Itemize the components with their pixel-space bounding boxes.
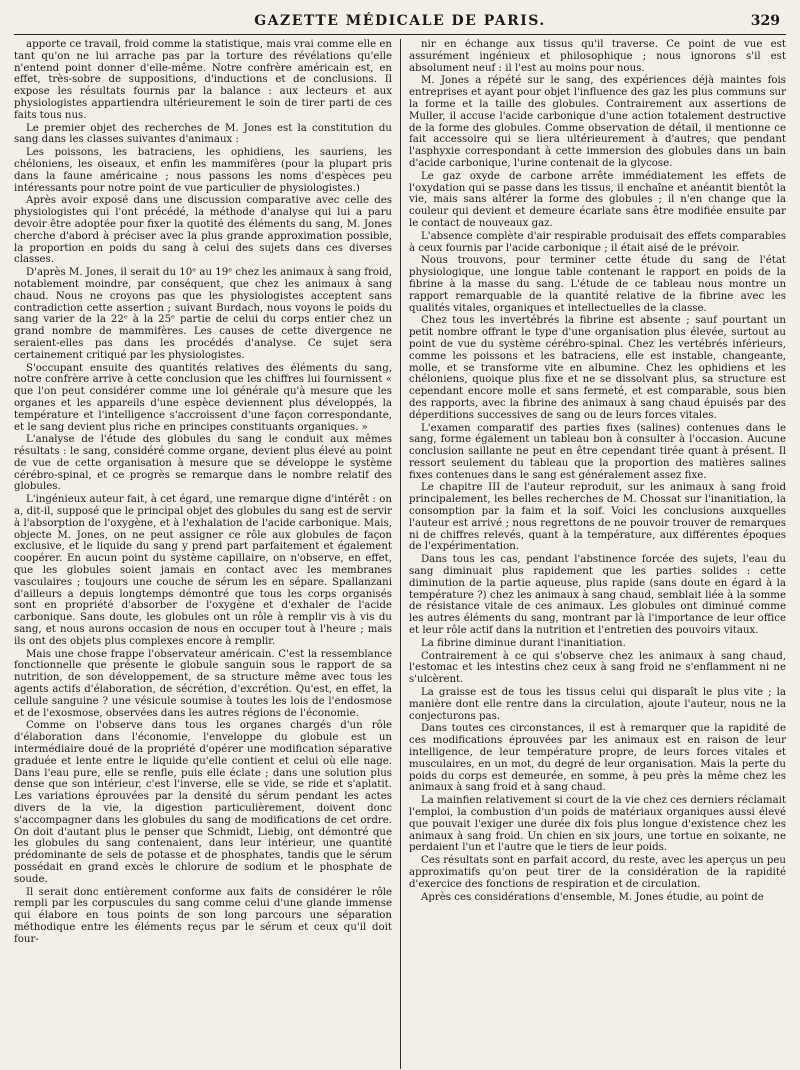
text-columns bbox=[14, 39, 786, 1069]
paragraph: Il serait donc entièrement conforme aux faits de considérer le rôle rempli par les corpuscules du sang comme celui d'une glande immense qui élabore en tous points de son long parcours une séparation méthodique entre les éléments reçus par le sérum et ceux qu'il doit four- bbox=[14, 886, 392, 945]
paragraph: La graisse est de tous les tissus celui qui disparaît le plus vite ; la manière dont elle rentre dans la circulation, ajoute l'auteur, nous ne la conjecturons pas. bbox=[409, 687, 786, 722]
paragraph: L'analyse de l'étude des globules du sang le conduit aux mêmes résultats : le sang, considéré comme organe, devient plus élevé au point de vue de cette organisation à mesure que se développe le système cérébro-spinal, et ce progrès se remarque dans le nombre relatif des globules. bbox=[14, 434, 392, 493]
paragraph: Après avoir exposé dans une discussion comparative avec celle des physiologistes qui l'ont précédé, la méthode d'analyse qui lui a paru devoir être adoptée pour fixer la quotité des éléments du sang, M. Jones cherche d'abord à préciser avec la plus grande approximation possible, la proportion en poids du sang à celui des sujets dans ces diverses classes. bbox=[14, 195, 392, 266]
paragraph: apporte ce travail, froid comme la statistique, mais vrai comme elle en tant qu'on ne lui arrache pas par la torture des révélations qu'elle n'entend point donner d'elle-même. Notre confrère américain est, en effet, très-sobre de suppositions, d'inductions et de conclusions. Il expose les résultats fournis par la balance : aux lecteurs et aux physiologistes appartiendra ultérieurement le soin de tirer parti de ces faits tous nus. bbox=[14, 39, 392, 121]
paragraph: Contrairement à ce qui s'observe chez les animaux à sang chaud, l'estomac et les intestins chez ceux à sang froid ne s'enflamment ni ne s'ulcèrent. bbox=[409, 650, 786, 686]
paragraph: Après ces considérations d'ensemble, M. Jones étudie, au point de bbox=[421, 891, 764, 903]
right-column bbox=[400, 39, 786, 1069]
paragraph: L'examen comparatif des parties fixes (salines) contenues dans le sang, forme également un tableau bon à consulter à l'occasion. Aucune conclusion saillante ne peut en être cependant tirée quant à présent. Il ressort seulement du tableau que la proportion des matières salines fixes contenues dans le sang est généralement assez fixe. bbox=[409, 422, 786, 481]
paragraph: Mais une chose frappe l'observateur américain. C'est la ressemblance fonctionnelle que présente le globule sanguin sous le rapport de sa nutrition, de son développement, de sa structure même avec tous les agents actifs d'élaboration, de sécrétion, d'excrétion. Qu'est, en effet, la cellule sanguine ? une vésicule soumise à toutes les lois de l'endosmose et de l'exosmose, observées dans les autres régions de l'économie. bbox=[14, 648, 392, 719]
paragraph: Comme on l'observe dans tous les organes chargés d'un rôle d'élaboration dans l'économie, l'enveloppe du globule est un intermédiaire doué de la propriété d'opérer une modification séparative graduée et lente entre le liquide qu'elle contient et celui où elle nage. Dans l'eau pure, elle se renfle, puis elle éclate ; dans une solution plus dense que son intérieur, c'est l'inverse, elle se vide, se ride et s'aplatit. Les variations éprouvées par la densité du sérum pendant les actes divers de la vie, la digestion particulièrement, doivent donc s'accompagner dans les globules du sang de modifications de cet ordre. On doit d'autant plus le penser que Schmidt, Liebig, ont démontré que les globules du sang contenaient, dans leur intérieur, une quantité prédominante de sels de potasse et de phosphates, tandis que le sérum possédait en grand excès le chlorure de sodium et le phosphate de soude. bbox=[14, 720, 392, 885]
left-column bbox=[14, 39, 400, 1069]
paragraph: D'après M. Jones, il serait du 10ᵉ au 19ᵉ chez les animaux à sang froid, notablement moindre, par conséquent, que chez les animaux à sang chaud. Nous ne croyons pas que les physiologistes acceptent sans contradiction cette assertion ; suivant Burdach, nous voyons le poids du sang varier de la 22ᵉ à la 25ᵉ partie de celui du corps entier chez un grand nombre de mammifères. Les causes de cette divergence ne seraient-elles pas dans les procédés d'analyse. Ce sujet sera certainement critiqué par les physiologistes. bbox=[14, 267, 392, 361]
journal-title: GAZETTE MÉDICALE DE PARIS. bbox=[254, 13, 546, 29]
paragraph: Les poissons, les batraciens, les ophidiens, les sauriens, les chéloniens, les oiseaux, et enfin les mammifères (pour la plupart pris dans la faune américaine ; nous passons les noms d'espèces peu intéressants pour notre point de vue particulier de physiologistes.) bbox=[14, 147, 392, 194]
paragraph: La mainfien relativement si court de la vie chez ces derniers réclamait l'emploi, la combustion d'un poids de matériaux organiques aussi élevé que pouvait l'exiger une durée dix fois plus longue d'existence chez les animaux à sang froid. Un chien en six jours, une tortue en soixante, ne perdaient l'un et l'autre que le tiers de leur poids. bbox=[409, 795, 786, 854]
paragraph: Le premier objet des recherches de M. Jones est la constitution du sang dans les classes suivantes d'animaux : bbox=[14, 122, 392, 146]
paragraph: L'ingénieux auteur fait, à cet égard, une remarque digne d'intérêt : on a, dit-il, supposé que le principal objet des globules du sang est de servir à l'absorption de l'oxygène, et à l'exhalation de l'acide carbonique. Mais, objecte M. Jones, on ne peut assigner ce rôle aux globules de façon exclusive, et le liquide du sang y prend part parfaitement et également coopérer. En aucun point du système capillaire, on n'observe, en effet, que les globules soient jamais en contact avec les membranes vasculaires ; toujours une couche de sérum les en sépare. Spallanzani d'ailleurs a depuis longtemps démontré que tous les corps organisés sont en propriété d'absorber de l'oxygène et d'exhaler de l'acide carbonique. Sans doute, les globules ont un rôle à remplir vis à vis du sang, et nous aurons occasion de nous en occuper tout à l'heure ; mais ils ont des objets plus complexes encore à remplir. bbox=[14, 494, 392, 647]
page-number: 329 bbox=[750, 13, 780, 29]
paragraph: Le gaz oxyde de carbone arrête immédiatement les effets de l'oxydation qui se passe dans les tissus, il enchaîne et anéantit bientôt la vie, mais sans altérer la forme des globules ; il n'en change que la couleur qui devient et demeure écarlate sans être modifiée ensuite par le contact de nouveaux gaz. bbox=[409, 170, 786, 229]
paragraph: Nous trouvons, pour terminer cette étude du sang de l'état physiologique, une longue table contenant le rapport en poids de la fibrine à la masse du sang. L'étude de ce tableau nous montre un rapport remarquable de la quantité relative de la fibrine avec les qualités vitales, organiques et intellectuelles de la classe. bbox=[409, 255, 786, 314]
paragraph: nir en échange aux tissus qu'il traverse. Ce point de vue est assurément ingénieux et philosophique ; nous ignorons s'il est absolument neuf : il l'est au moins pour nous. bbox=[409, 39, 786, 74]
paragraph: Chez tous les invertébrés la fibrine est absente ; sauf pourtant un petit nombre offrant le type d'une organisation plus élevée, surtout au point de vue du système cérébro-spinal. Chez les vertébrés inférieurs, comme les poissons et les batraciens, elle est instable, changeante, molle, et se transforme vite en albumine. Chez les ophidiens et les chéloniens, quoique plus fixe et ne se dissolvant plus, sa structure est cependant encore molle et sans fermeté, et est comparable, sous bien des rapports, avec la fibrine des animaux à sang chaud épuisés par des déperditions successives de sang ou de leurs forces vitales. bbox=[409, 315, 786, 421]
paragraph: M. Jones a répété sur le sang, des expériences déjà maintes fois entreprises et ayant pour objet l'influence des gaz les plus communs sur la forme et la taille des globules. Contrairement aux assertions de Muller, il accuse l'acide carbonique d'une action totalement destructive de la forme des globules. Comme observation de détail, il mentionne ce fait accessoire qui se liera ultérieurement à d'autres, que pendant l'asphyxie correspondant à cette immersion des globules dans un bain d'acide carbonique, l'urine contenait de la glycose. bbox=[409, 75, 786, 169]
paragraph: La fibrine diminue durant l'inanitiation. bbox=[421, 637, 626, 649]
paragraph: L'absence complète d'air respirable produisait des effets comparables à ceux fournis par l'acide carbonique ; il était aisé de le prévoir. bbox=[409, 230, 786, 254]
paragraph: Le chapitre III de l'auteur reproduit, sur les animaux à sang froid principalement, les belles recherches de M. Chossat sur l'inanitiation, la consomption par la faim et la soif. Voici les conclusions auxquelles l'auteur est arrivé ; nous regrettons de ne pouvoir trouver de remarques ni de chiffres relevés, quant à la température, aux différentes époques de l'expérimentation. bbox=[409, 482, 786, 553]
paragraph: S'occupant ensuite des quantités relatives des éléments du sang, notre confrère arrive à cette conclusion que les chiffres lui fournissent « que l'on peut considérer comme une loi générale qu'à mesure que les organes et les appareils d'une espèce deviennent plus développés, la température et l'intelligence s'accroissent d'une façon correspondante, et le sang devient plus riche en principes constituants organiques. » bbox=[14, 362, 392, 433]
paragraph: Dans toutes ces circonstances, il est à remarquer que la rapidité de ces modifications éprouvées par les animaux est en raison de leur intelligence, de leur température propre, de leurs forces vitales et musculaires, en un mot, du degré de leur organisation. Mais la perte du poids du corps est demeurée, en somme, à peu près la même chez les animaux à sang froid et à sang chaud. bbox=[409, 723, 786, 794]
running-header bbox=[14, 10, 786, 35]
paragraph: Dans tous les cas, pendant l'abstinence forcée des sujets, l'eau du sang diminuait plus rapidement que les parties solides : cette diminution de la partie aqueuse, plus rapide (sans doute en égard à la température ?) chez les animaux à sang chaud, semblait liée à la somme de résistance vitale de ces animaux. Les globules ont diminué comme les autres éléments du sang, montrant par là l'importance de leur office et leur rôle actif dans la nutrition et l'entretien des pouvoirs vitaux. bbox=[409, 554, 786, 637]
paragraph: Ces résultats sont en parfait accord, du reste, avec les aperçus un peu approximatifs qu'on peut tirer de la considération de la rapidité d'exercice des fonctions de respiration et de circulation. bbox=[409, 855, 786, 890]
